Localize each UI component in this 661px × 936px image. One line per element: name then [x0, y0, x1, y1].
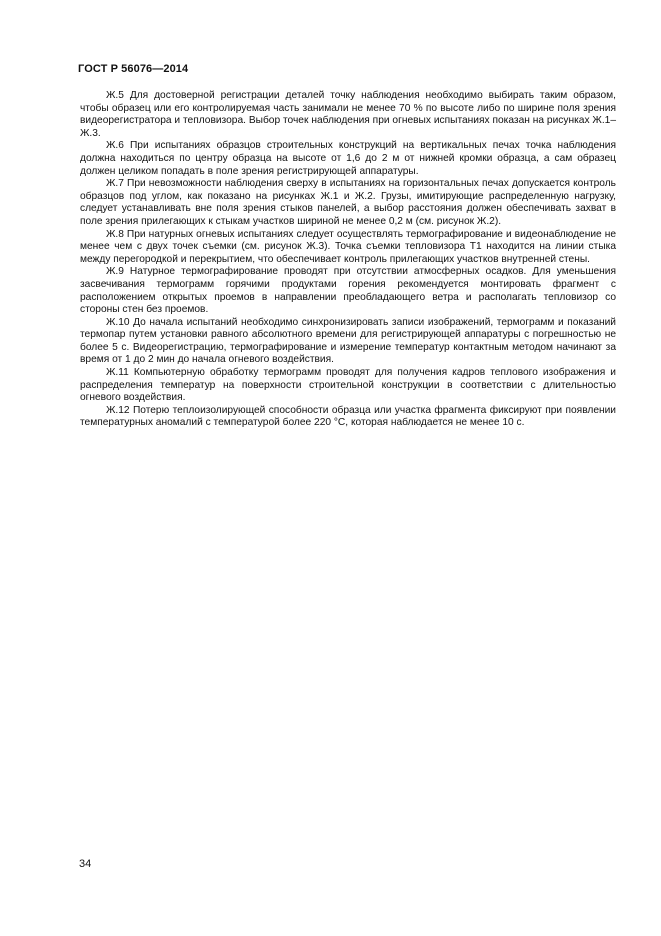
paragraph-zh5: Ж.5 Для достоверной регистрации деталей точку наблюдения необходимо выбирать таким образом, чтобы образец или его контролируемая часть занимали не менее 70 % по высоте либо по ширине поля зрения видеорегистратора и тепловизора. Выбор точек наблюдения при огневых испытаниях показан на рисунках Ж.1–Ж.3. [80, 90, 616, 139]
paragraph-zh11: Ж.11 Компьютерную обработку термограмм проводят для получения кадров теплового изображения и распределения температур на поверхности строительной конструкции в соответствии с длительностью огневого воздействия. [80, 367, 616, 404]
document-body [80, 90, 616, 430]
paragraph-zh12: Ж.12 Потерю теплоизолирующей способности образца или участка фрагмента фиксируют при появлении температурных аномалий с температурой более 220 °С, которая наблюдается не менее 10 с. [80, 404, 616, 429]
paragraph-zh9: Ж.9 Натурное термографирование проводят при отсутствии атмосферных осадков. Для уменьшения засвечивания термограмм горячими продуктами горения рекомендуется монтировать фрагмент с расположением открытых проемов в направлении преобладающего ветра и располагать тепловизор со стороны стен без проемов. [80, 266, 616, 316]
paragraph-zh10: Ж.10 До начала испытаний необходимо синхронизировать записи изображений, термограмм и показаний термопар путем установки равного абсолютного времени для регистрирующей аппаратуры с погрешностью не более 5 с. Видеорегистрацию, термографирование и измерение температур контактным методом начинают за время от 1 до 2 мин до начала огневого воздействия. [80, 316, 616, 366]
paragraph-zh7: Ж.7 При невозможности наблюдения сверху в испытаниях на горизонтальных печах допускается контроль образцов под углом, как показано на рисунках Ж.1 и Ж.2. Грузы, имитирующие распределенную нагрузку, следует устанавливать вне поля зрения стыков панелей, а выбор расстояния должен обеспечивать захват в поле зрения прилегающих к стыкам участков шириной не менее 0,2 м (см. рисунок Ж.2). [80, 178, 616, 227]
paragraph-zh6: Ж.6 При испытаниях образцов строительных конструкций на вертикальных печах точка наблюдения должна находиться по центру образца на высоте от 1,6 до 2 м от нижней кромки образца, а сам образец должен целиком попадать в поле зрения регистрирующей аппаратуры. [80, 140, 616, 177]
paragraph-zh8: Ж.8 При натурных огневых испытаниях следует осуществлять термографирование и видеонаблюдение не менее чем с двух точек съемки (см. рисунок Ж.3). Точка съемки тепловизора Т1 находится на линии стыка между перегородкой и перекрытием, что обеспечивает контроль прилегающих участков внутренней стены. [80, 228, 616, 265]
page-number: 34 [79, 858, 92, 870]
document-header: ГОСТ Р 56076—2014 [78, 63, 189, 75]
